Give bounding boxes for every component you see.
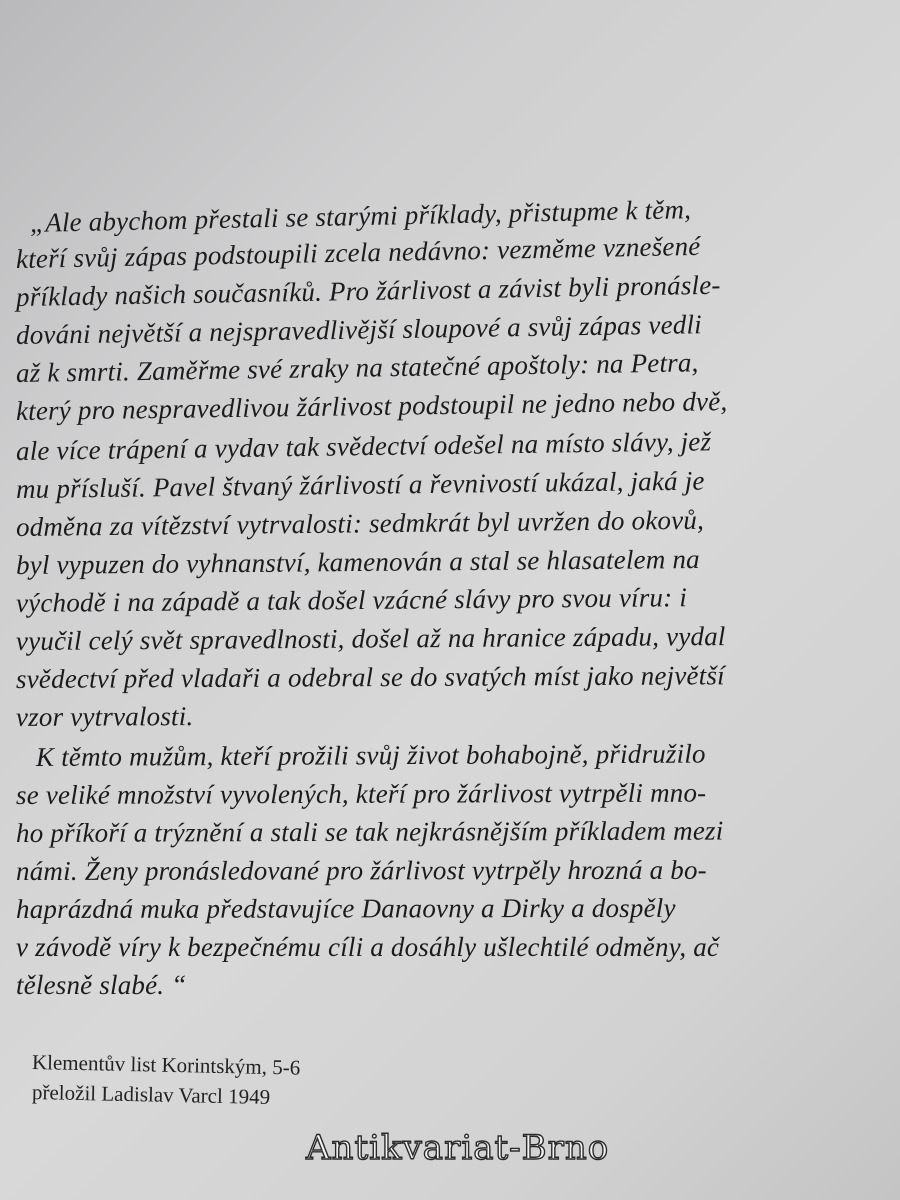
quote-line: se veliké množství vyvolených, kteří pro žárlivost vytrpěli mno- [15, 777, 707, 810]
quote-line: ale více trápení a vydav tak svědectví odešel na místo slávy, jež [15, 426, 712, 466]
quote-line: K těmto mužům, kteří prožili svůj život bohabojně, přidružilo [35, 738, 706, 772]
quote-line: vyučil celý svět spravedlnosti, došel až na hranice západu, vydal [15, 621, 726, 656]
quote-line: svědectví před vladaři a odebral se do svatých míst jako největší [15, 660, 725, 694]
quote-line: dováni největší a nejspravedlivější sloupové a svůj zápas vedli [15, 309, 703, 350]
quote-line: tělesně slabé. “ [16, 970, 187, 1000]
quote-line: odměna za vítězství vytrvalosti: sedmkrát byl uvržen do okovů, [15, 504, 705, 542]
quote-line: ho příkoří a trýznění a stali se tak nejkrásnějším příkladem mezi [15, 815, 724, 848]
quote-line: „Ale abychom přestali se starými příklady, přistupme k těm, [29, 194, 692, 238]
quote-line: východě i na západě a tak došel vzácné slávy pro svou víru: i [15, 582, 688, 618]
quote-line: příklady našich současníků. Pro žárlivost a závist byli pronásle- [15, 269, 721, 312]
quote-line: vzor vytrvalosti. [15, 701, 194, 732]
translator-credit: přeložil Ladislav Varcl 1949 [31, 1080, 271, 1109]
quote-line: mu přísluší. Pavel štvaný žárlivostí a řevnivostí ukázal, jaká je [15, 465, 705, 504]
source-citation: Klementův list Korintským, 5-6 [31, 1050, 301, 1080]
quote-line: haprázdná muka představujíce Danaovny a Dirky a dospěly [15, 892, 676, 924]
quote-line: v závodě víry k bezpečnému cíli a dosáhly ušlechtilé odměny, ač [16, 932, 720, 962]
quote-line: až k smrti. Zaměřme své zraky na statečné apoštoly: na Petra, [15, 347, 699, 388]
watermark: Antikvariat-Brno [306, 1128, 610, 1168]
quote-line: který pro nespravedlivou žárlivost podstoupil ne jedno nebo dvě, [15, 386, 728, 426]
quote-line: kteří svůj zápas podstoupili zcela nedávno: vezměme vznešené [15, 230, 701, 274]
quote-line: byl vypuzen do vyhnanství, kamenován a stal se hlasatelem na [15, 544, 700, 580]
quote-line: námi. Ženy pronásledované pro žárlivost vytrpěly hrozná a bo- [15, 854, 707, 886]
